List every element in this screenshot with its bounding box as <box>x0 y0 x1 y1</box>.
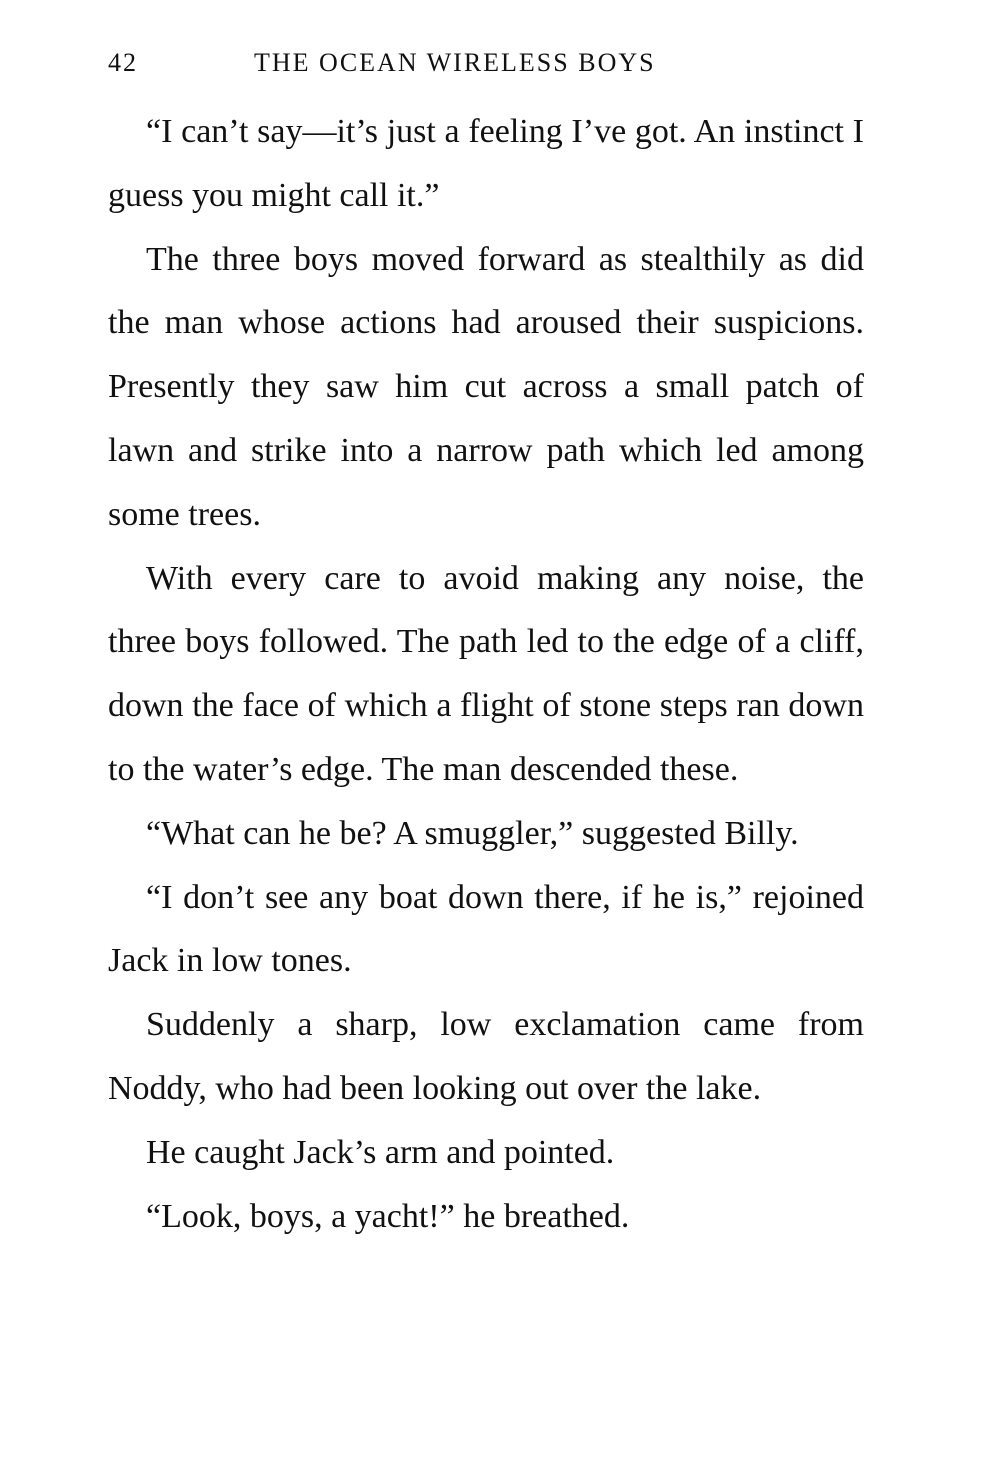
paragraph: “I can’t say—it’s just a feeling I’ve got. An instinct I guess you might call it.” <box>108 113 864 214</box>
paragraph: “What can he be? A smuggler,” suggested Billy. <box>146 814 799 852</box>
running-title: THE OCEAN WIRELESS BOYS <box>254 48 656 77</box>
paragraph: Suddenly a sharp, low exclamation came from Noddy, who had been looking out over the lake. <box>108 1006 864 1107</box>
page-header <box>108 48 868 84</box>
page-number: 42 <box>108 48 138 77</box>
paragraph: With every care to avoid making any noise, the three boys followed. The path led to the edge of a cliff, down the face of which a flight of stone steps ran down to the water’s edge. The man descended these. <box>108 559 864 788</box>
body-text <box>108 100 864 1248</box>
paragraph: He caught Jack’s arm and pointed. <box>146 1133 615 1171</box>
paragraph: “I don’t see any boat down there, if he is,” rejoined Jack in low tones. <box>108 878 864 980</box>
paragraph: The three boys moved forward as stealthily as did the man whose actions had aroused their suspicions. Presently they saw him cut across a small patch of lawn and strike into a narrow path which led among some trees. <box>108 240 864 533</box>
paragraph: “Look, boys, a yacht!” he breathed. <box>146 1197 630 1235</box>
